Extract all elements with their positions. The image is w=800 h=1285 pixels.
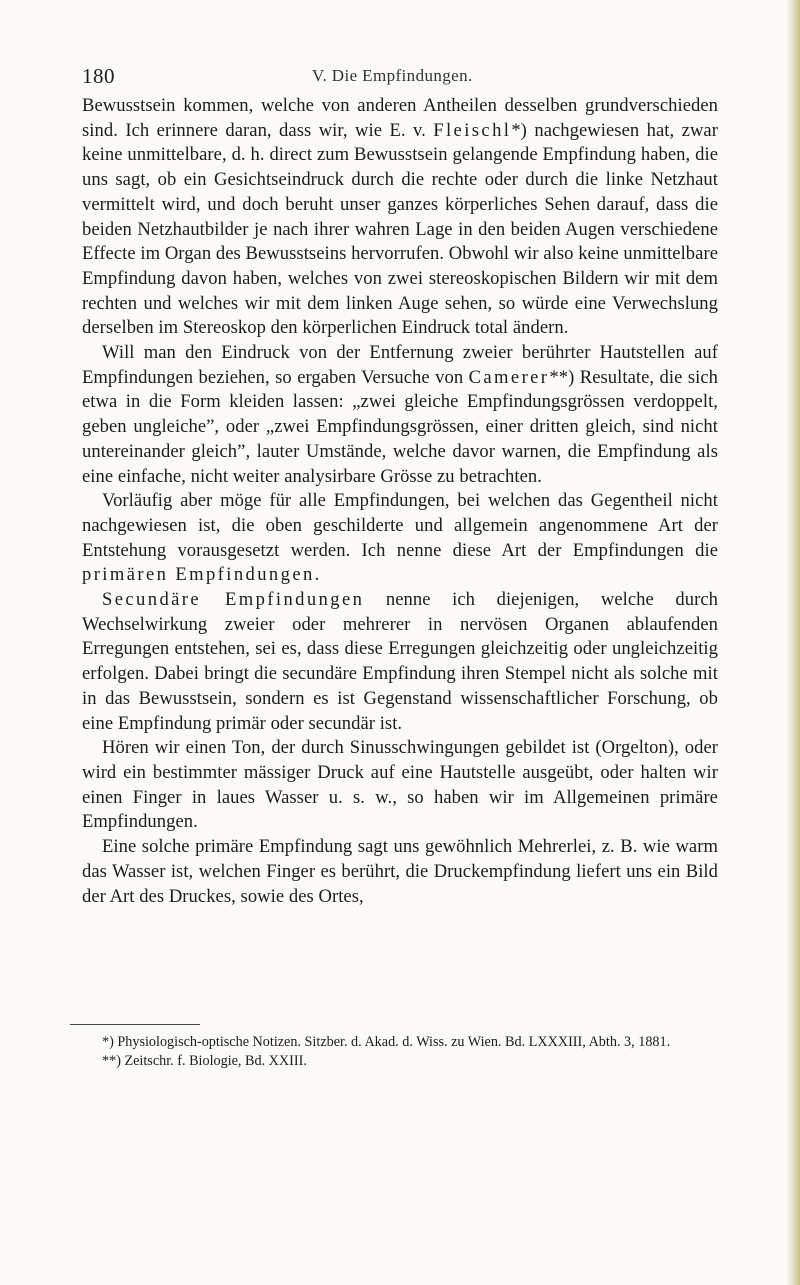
term-primary-sensations: primären Empfindungen — [82, 564, 315, 586]
page-edge-shadow — [786, 0, 800, 1285]
term-secondary-sensations: Secundäre Empfindungen — [102, 589, 365, 611]
paragraph-2-text-b: **) Resultate, die sich etwa in die Form kleiden lassen: „zwei gleiche Empfindungsgrössen verdoppelt, geben ungleiche”, oder „zwei Empfindungsgrössen, einer dritten gleich, sind nicht untereinander gleich”, lauter Umstände, welche davor warnen, die Empfindung als eine einfache, nicht weiter analysirbare Grösse zu betrachten. — [82, 366, 718, 487]
paragraph-4-text: nenne ich diejenigen, welche durch Wechselwirkung zweier oder mehrerer in nervösen Organen ablaufenden Erregungen entstehen, sei es, dass diese Erregungen gleichzeitig oder ungleichzeitig erfolgen. Dabei bringt die secundäre Empfindung ihren Stempel nicht als solche mit in das Bewusstsein, sondern es ist Gegenstand wissenschaftlicher Forschung, ob eine Empfindung primär oder secundär ist. — [82, 589, 718, 734]
paragraph-2-text-a: Will man den Eindruck von der Entfernung zweier berührter Hautstellen auf Empfindungen beziehen, so ergaben Versuche von — [82, 342, 718, 388]
page-header — [82, 64, 722, 90]
paragraph-3-text-b: . — [314, 564, 320, 586]
paragraph-3-text-a: Vorläufig aber möge für alle Empfindungen, bei welchen das Gegentheil nicht nachgewiesen ist, die oben geschilderte und allgemein angenommene Art der Entstehung vorausgesetzt werden. Ich nenne diese Art der Empfindungen die — [82, 490, 718, 561]
running-head: V. Die Empfindungen. — [312, 66, 473, 85]
paragraph-3 — [82, 489, 718, 588]
author-name-camerer: Camerer — [468, 366, 550, 388]
paragraph-5: Hören wir einen Ton, der durch Sinusschwingungen gebildet ist (Orgelton), oder wird ein bestimmter mässiger Druck auf eine Hautstelle ausgeübt, oder halten wir einen Finger in laues Wasser u. s. w., so haben wir im Allgemeinen primäre Empfindungen. — [82, 737, 718, 833]
footnote-1: *) Physiologisch-optische Notizen. Sitzber. d. Akad. d. Wiss. zu Wien. Bd. LXXXIII, Abth. 3, 1881. — [102, 1034, 671, 1050]
body-text — [82, 94, 718, 909]
footnote-2: **) Zeitschr. f. Biologie, Bd. XXIII. — [102, 1053, 307, 1069]
author-name-fleischl: Fleischl — [433, 119, 512, 141]
paragraph-4 — [82, 588, 718, 736]
paragraph-1-text-a: Bewusstsein kommen, welche von anderen Antheilen desselben grundverschieden sind. Ich erinnere daran, dass wir, wie E. v. — [82, 95, 718, 141]
footnotes — [82, 1033, 718, 1071]
footnote-divider — [70, 1024, 200, 1025]
paragraph-6: Eine solche primäre Empfindung sagt uns gewöhnlich Mehrerlei, z. B. wie warm das Wasser ist, welchen Finger es berührt, die Druckempfindung liefert uns ein Bild der Art des Druckes, sowie des Ortes, — [82, 836, 718, 907]
paragraph-2 — [82, 341, 718, 489]
page-number: 180 — [82, 64, 115, 88]
paragraph-1 — [82, 94, 718, 341]
paragraph-1-text-b: *) nachgewiesen hat, zwar keine unmittelbare, d. h. direct zum Bewusstsein gelangende Empfindung haben, die uns sagt, ob ein Gesichtseindruck durch die rechte oder durch die linke Netzhaut vermittelt wird, und doch beruht unser ganzes körperliches Sehen darauf, dass die beiden Netzhautbilder je nach ihrer wahren Lage in den beiden Augen verschiedene Effecte im Organ des Bewusstseins hervorrufen. Obwohl wir also keine unmittelbare Empfindung davon haben, welches von zwei stereoskopischen Bildern wir mit dem rechten und welches wir mit dem linken Auge sehen, so würde eine Verwechslung derselben im Stereoskop den körperlichen Eindruck total ändern. — [82, 119, 718, 339]
